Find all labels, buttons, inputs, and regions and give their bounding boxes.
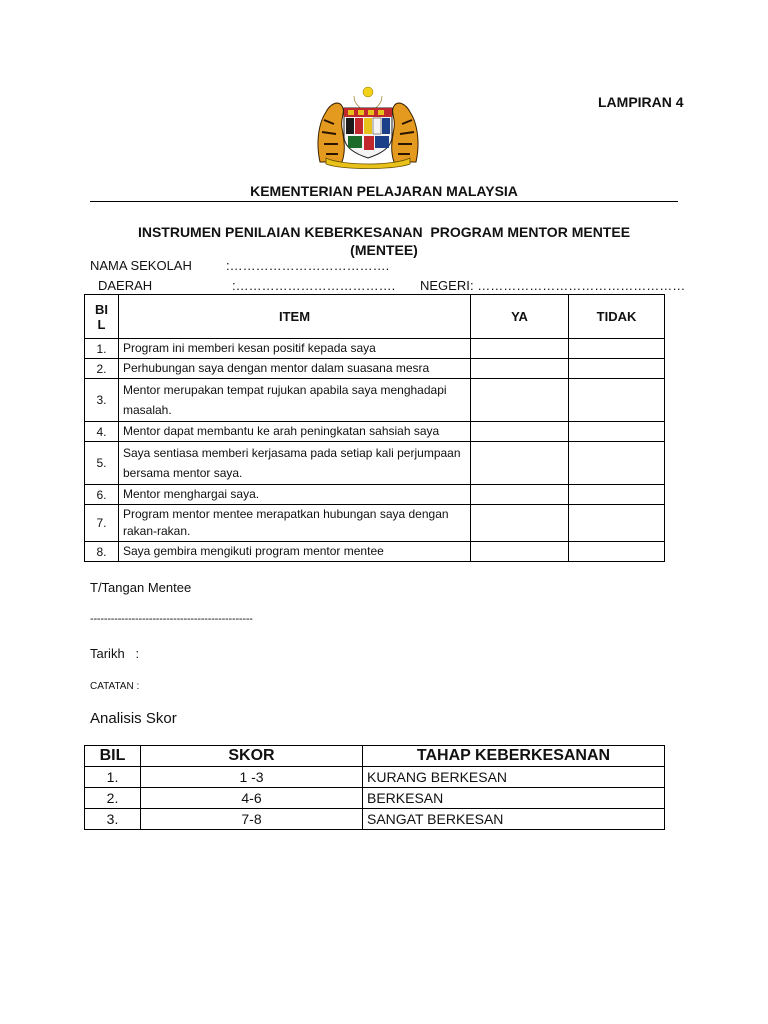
score-bil: 1. <box>85 767 141 788</box>
state-label: NEGERI <box>420 278 470 293</box>
school-name-field[interactable]: :………………………………. <box>226 258 390 273</box>
tidak-cell[interactable] <box>569 379 665 422</box>
annex-label: LAMPIRAN 4 <box>598 94 684 110</box>
row-number: 8. <box>85 542 119 562</box>
score-bil: 2. <box>85 788 141 809</box>
row-item: Mentor menghargai saya. <box>119 485 471 505</box>
ya-cell[interactable] <box>471 542 569 562</box>
district-label: DAERAH <box>98 278 153 293</box>
notes-label: CATATAN : <box>90 681 140 692</box>
score-level: KURANG BERKESAN <box>363 767 665 788</box>
score-analysis-table <box>84 745 665 830</box>
row-item: Mentor dapat membantu ke arah peningkatan sahsiah saya <box>119 422 471 442</box>
row-number: 1. <box>85 339 119 359</box>
table-row <box>85 339 665 359</box>
bil-header: BI L <box>85 295 119 339</box>
ministry-heading: KEMENTERIAN PELAJARAN MALAYSIA <box>250 183 518 199</box>
row-item: Saya gembira mengikuti program mentor mentee <box>119 542 471 562</box>
row-number: 5. <box>85 442 119 485</box>
tidak-cell[interactable] <box>569 359 665 379</box>
row-number: 7. <box>85 505 119 542</box>
score-range: 1 -3 <box>141 767 363 788</box>
table-row <box>85 442 665 485</box>
tidak-cell[interactable] <box>569 339 665 359</box>
signature-line[interactable]: ----------------------------------------------- <box>90 613 253 625</box>
ya-cell[interactable] <box>471 339 569 359</box>
ya-cell[interactable] <box>471 485 569 505</box>
row-item: Program mentor mentee merapatkan hubungan saya dengan rakan-rakan. <box>119 505 471 542</box>
tidak-cell[interactable] <box>569 505 665 542</box>
document-title <box>0 223 768 259</box>
coat-of-arms-emblem <box>312 84 424 170</box>
score-level: SANGAT BERKESAN <box>363 809 665 830</box>
row-item: Mentor merupakan tempat rujukan apabila saya menghadapi masalah. <box>119 379 471 422</box>
ya-cell[interactable] <box>471 379 569 422</box>
table-row <box>85 359 665 379</box>
score-bil-header: BIL <box>85 746 141 767</box>
ya-cell[interactable] <box>471 422 569 442</box>
state-field[interactable]: : ………………………………………… <box>470 278 686 293</box>
ya-cell[interactable] <box>471 359 569 379</box>
row-number: 3. <box>85 379 119 422</box>
score-bil: 3. <box>85 809 141 830</box>
evaluation-table <box>84 294 665 562</box>
document-title-line-1: INSTRUMEN PENILAIAN KEBERKESANAN PROGRAM MENTOR MENTEE <box>137 224 631 240</box>
table-row <box>85 809 665 830</box>
table-row <box>85 767 665 788</box>
ya-cell[interactable] <box>471 442 569 485</box>
header-divider <box>90 201 678 202</box>
table-row <box>85 505 665 542</box>
score-analysis-title: Analisis Skor <box>90 710 177 727</box>
row-number: 6. <box>85 485 119 505</box>
ya-cell[interactable] <box>471 505 569 542</box>
table-row <box>85 788 665 809</box>
score-level: BERKESAN <box>363 788 665 809</box>
score-range: 4-6 <box>141 788 363 809</box>
school-name-label: NAMA SEKOLAH <box>90 258 192 273</box>
tidak-cell[interactable] <box>569 485 665 505</box>
table-row <box>85 422 665 442</box>
table-row <box>85 485 665 505</box>
ya-header: YA <box>471 295 569 339</box>
score-skor-header: SKOR <box>141 746 363 767</box>
row-number: 4. <box>85 422 119 442</box>
score-range: 7-8 <box>141 809 363 830</box>
row-number: 2. <box>85 359 119 379</box>
table-row <box>85 379 665 422</box>
score-tahap-header: TAHAP KEBERKESANAN <box>363 746 665 767</box>
evaluation-header-row <box>85 295 665 339</box>
row-item: Program ini memberi kesan positif kepada saya <box>119 339 471 359</box>
table-row <box>85 542 665 562</box>
tidak-cell[interactable] <box>569 542 665 562</box>
tidak-cell[interactable] <box>569 422 665 442</box>
tidak-cell[interactable] <box>569 442 665 485</box>
district-field[interactable]: :………………………………. <box>232 278 396 293</box>
tidak-header: TIDAK <box>569 295 665 339</box>
score-header-row <box>85 746 665 767</box>
mentee-signature-label: T/Tangan Mentee <box>90 580 192 595</box>
row-item: Saya sentiasa memberi kerjasama pada setiap kali perjumpaan bersama mentor saya. <box>119 442 471 485</box>
row-item: Perhubungan saya dengan mentor dalam suasana mesra <box>119 359 471 379</box>
document-title-line-2: (MENTEE) <box>350 242 418 258</box>
date-label: Tarikh : <box>90 646 140 661</box>
item-header: ITEM <box>119 295 471 339</box>
